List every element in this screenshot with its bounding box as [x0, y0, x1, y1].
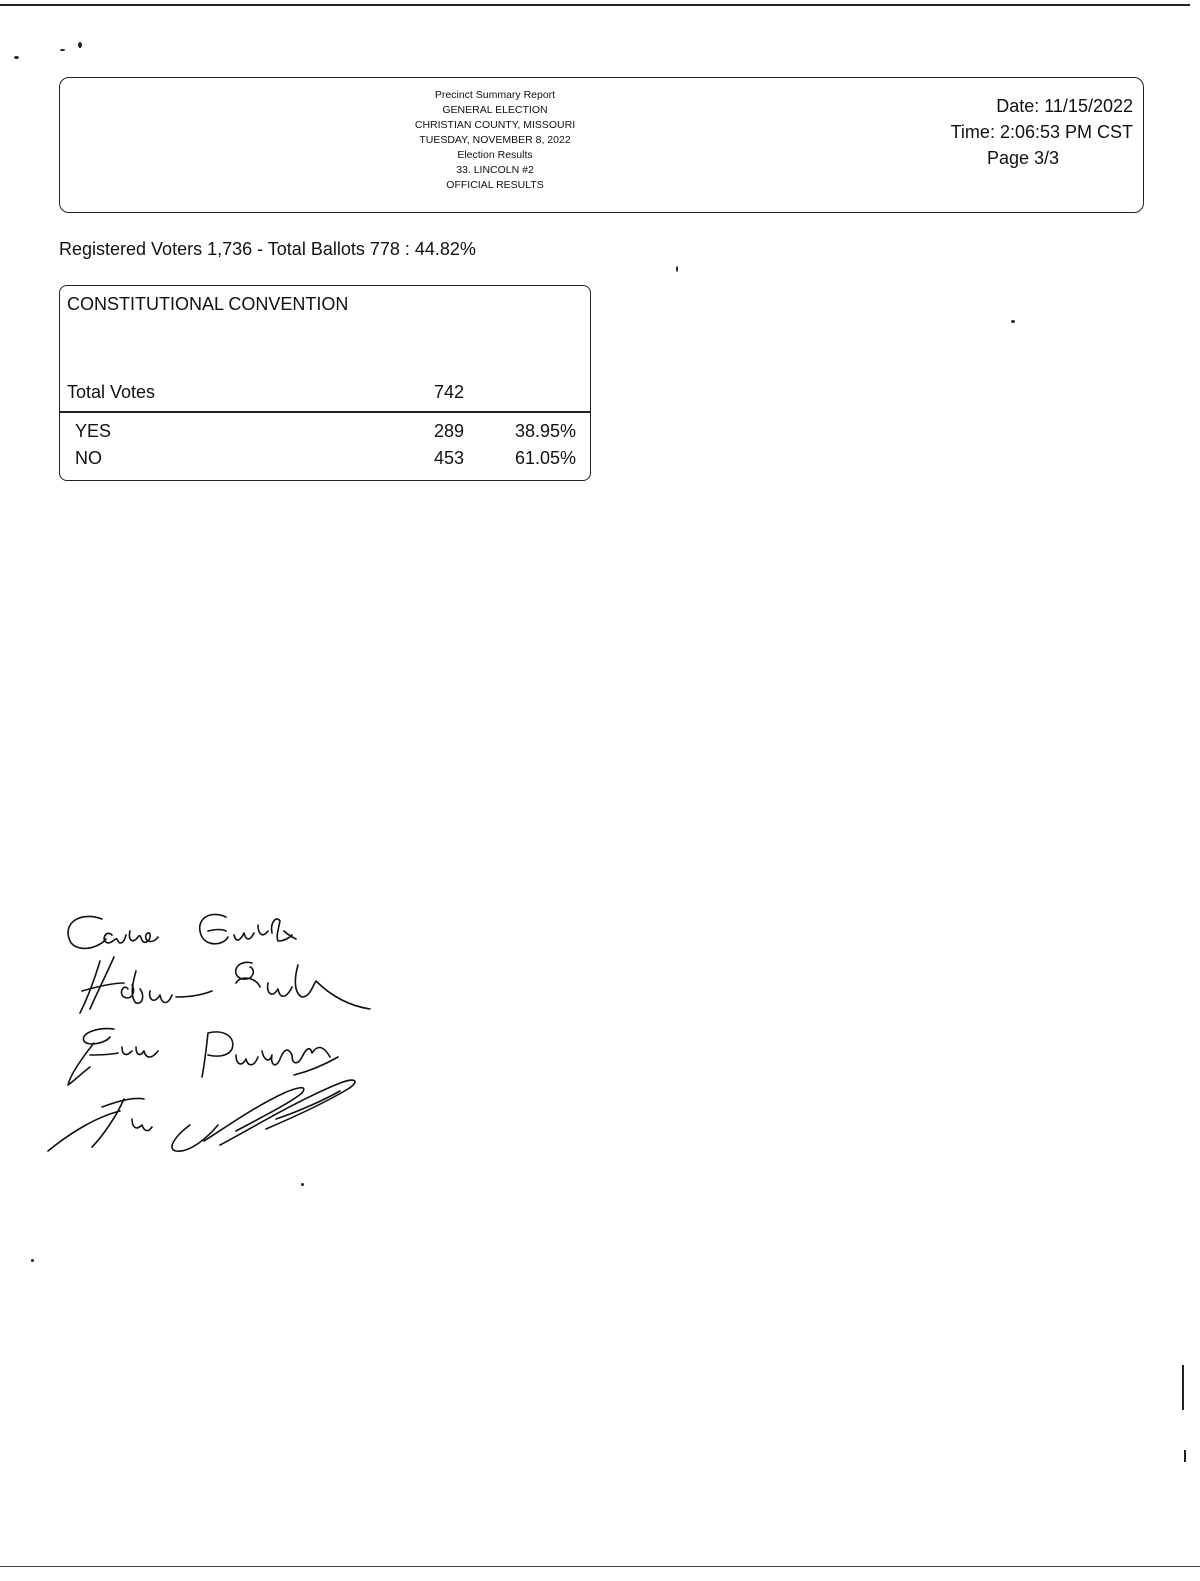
scan-speck: [1182, 1365, 1184, 1410]
choice-percent: 38.95%: [514, 421, 576, 441]
choice-votes: 289: [433, 421, 464, 441]
choice-votes: 453: [433, 448, 464, 468]
choice-row: [60, 421, 590, 447]
contest-title: CONSTITUTIONAL CONVENTION: [67, 294, 349, 314]
choice-name: YES: [75, 421, 112, 441]
election-date: TUESDAY, NOVEMBER 8, 2022: [419, 134, 571, 146]
page-number: Page 3/3: [986, 148, 1060, 168]
choice-row: [60, 448, 590, 474]
jurisdiction: CHRISTIAN COUNTY, MISSOURI: [414, 119, 576, 131]
handwritten-signatures: [40, 905, 400, 1165]
precinct-name: 33. LINCOLN #2: [456, 164, 534, 176]
scan-speck: [60, 49, 65, 51]
signature-stroke: [48, 1098, 152, 1151]
choice-percent: 61.05%: [514, 448, 576, 468]
choice-name: NO: [75, 448, 102, 468]
top-scan-rule: [0, 4, 1190, 6]
scan-speck: [676, 266, 678, 272]
signature-stroke: [68, 1029, 158, 1085]
scan-speck: [14, 56, 19, 59]
scan-speck: [1011, 320, 1015, 323]
signature-stroke: [68, 916, 158, 948]
results-status: OFFICIAL RESULTS: [446, 179, 544, 191]
scan-speck: [1184, 1450, 1186, 1462]
signature-stroke: [80, 957, 212, 1013]
signature-stroke: [202, 1032, 338, 1077]
report-header-center: [360, 88, 630, 193]
report-title: Precinct Summary Report: [434, 89, 556, 101]
signature-stroke: [172, 1080, 355, 1151]
report-header-meta: [913, 93, 1133, 171]
contest-divider: [60, 411, 590, 413]
total-votes-label: Total Votes: [67, 382, 156, 402]
contest-table: [59, 285, 591, 481]
report-header: [59, 77, 1144, 213]
results-label: Election Results: [457, 149, 533, 161]
scan-speck: [31, 1259, 34, 1262]
report-time: Time: 2:06:53 PM CST: [950, 122, 1133, 142]
election-name: GENERAL ELECTION: [442, 104, 548, 116]
turnout-summary: Registered Voters 1,736 - Total Ballots 778 : 44.82%: [59, 239, 476, 259]
report-date: Date: 11/15/2022: [996, 96, 1133, 116]
signature-stroke: [236, 962, 370, 1009]
scan-speck: [78, 42, 82, 48]
scan-speck: [301, 1183, 304, 1186]
bottom-scan-rule: [0, 1566, 1200, 1567]
total-votes-value: 742: [433, 382, 464, 402]
signature-stroke: [200, 914, 296, 943]
